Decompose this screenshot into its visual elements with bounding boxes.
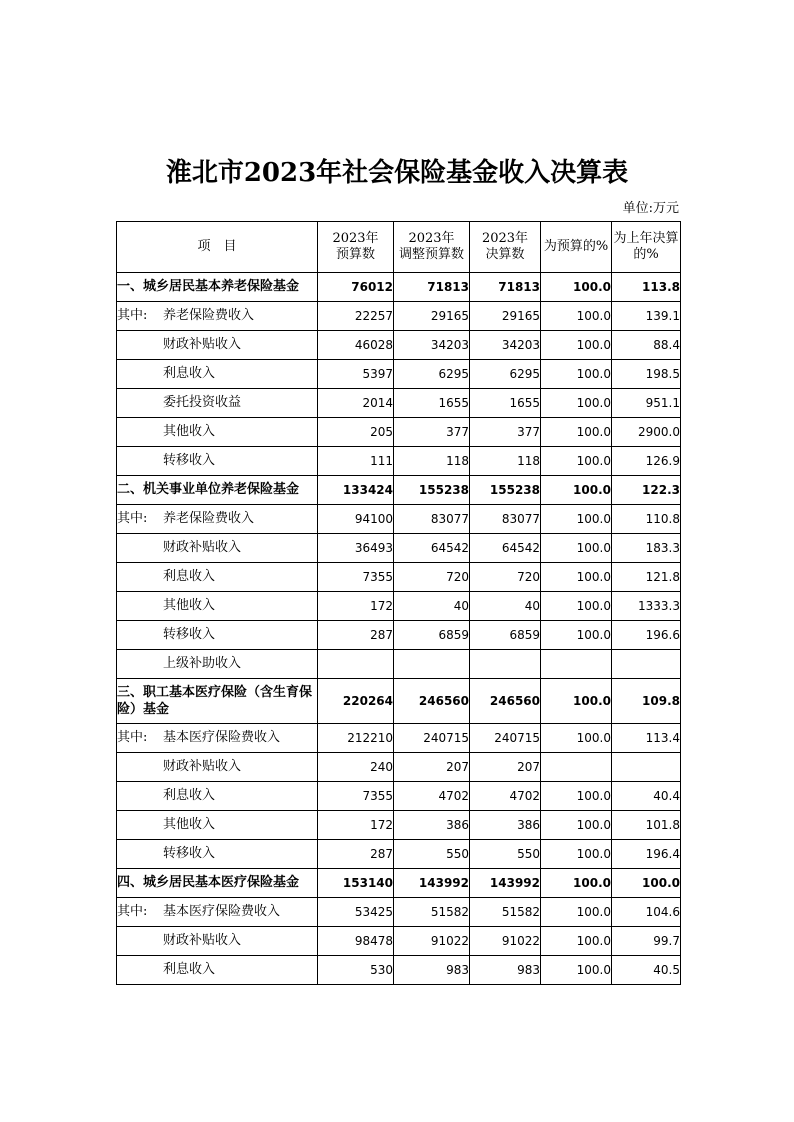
budget-cell: 287 [318,621,394,650]
budget-cell: 76012 [318,273,394,302]
table-row [117,389,681,418]
budget-cell: 172 [318,811,394,840]
adjusted-budget-cell: 207 [394,753,470,782]
table-row [117,840,681,869]
table-row [117,650,681,679]
pct-budget-cell: 100.0 [541,418,612,447]
item-name-cell [117,650,318,679]
pct-last-year-cell: 113.4 [612,724,681,753]
pct-last-year-cell: 198.5 [612,360,681,389]
item-name-cell [117,869,318,898]
table-row [117,360,681,389]
pct-budget-cell: 100.0 [541,811,612,840]
table-row [117,302,681,331]
item-name-cell [117,476,318,505]
table-row [117,956,681,985]
header-line: 为预算的% [543,239,609,254]
final-cell: 1655 [470,389,541,418]
item-name-cell [117,724,318,753]
item-name: 财政补贴收入 [163,933,242,948]
item-name-cell [117,447,318,476]
pct-last-year-cell [612,650,681,679]
table-row [117,592,681,621]
final-cell: 51582 [470,898,541,927]
adjusted-budget-cell: 720 [394,563,470,592]
unit-label: 单位:万元 [622,201,679,216]
item-name: 转移收入 [163,627,216,642]
final-cell: 64542 [470,534,541,563]
table-header-row [117,222,681,273]
item-name-cell [117,753,318,782]
item-name: 利息收入 [163,366,216,381]
adjusted-budget-cell: 1655 [394,389,470,418]
header-line: 决算数 [485,247,525,262]
item-name: 财政补贴收入 [163,759,242,774]
pct-last-year-cell: 104.6 [612,898,681,927]
pct-last-year-cell: 1333.3 [612,592,681,621]
pct-budget-cell: 100.0 [541,782,612,811]
item-name-cell [117,782,318,811]
item-name-cell [117,563,318,592]
item-name: 委托投资收益 [163,395,242,410]
pct-budget-cell: 100.0 [541,505,612,534]
item-name-cell [117,273,318,302]
header-line: 项 目 [197,239,237,254]
table-row [117,753,681,782]
item-name-cell [117,621,318,650]
final-cell: 34203 [470,331,541,360]
item-name-cell [117,927,318,956]
pct-budget-cell: 100.0 [541,898,612,927]
item-name: 基本医疗保险费收入 [163,904,281,919]
pct-last-year-cell: 122.3 [612,476,681,505]
final-cell: 207 [470,753,541,782]
item-name-cell [117,811,318,840]
final-cell: 720 [470,563,541,592]
header-line: 调整预算数 [398,247,464,262]
budget-cell: 240 [318,753,394,782]
header-line: 2023年 [332,231,379,246]
item-name: 财政补贴收入 [163,540,242,555]
item-name: 转移收入 [163,846,216,861]
item-name: 其他收入 [163,598,216,613]
table-row [117,621,681,650]
table-row [117,563,681,592]
header-line: 预算数 [335,247,375,262]
adjusted-budget-cell: 29165 [394,302,470,331]
adjusted-budget-cell: 34203 [394,331,470,360]
item-name: 二、机关事业单位养老保险基金 [117,482,300,497]
pct-last-year-cell: 113.8 [612,273,681,302]
item-name: 利息收入 [163,962,216,977]
pct-budget-cell: 100.0 [541,724,612,753]
item-name: 其他收入 [163,424,216,439]
budget-cell: 36493 [318,534,394,563]
adjusted-budget-cell: 83077 [394,505,470,534]
header-line: 2023年 [408,231,455,246]
table-row [117,447,681,476]
final-cell: 83077 [470,505,541,534]
budget-cell: 46028 [318,331,394,360]
fund-total-row [117,476,681,505]
pct-budget-cell: 100.0 [541,869,612,898]
budget-cell: 2014 [318,389,394,418]
item-prefix: 其中: [117,904,148,919]
table-row [117,898,681,927]
fund-total-row [117,273,681,302]
pct-last-year-cell: 951.1 [612,389,681,418]
fund-income-table [116,221,681,985]
pct-budget-cell [541,650,612,679]
adjusted-budget-cell: 155238 [394,476,470,505]
pct-budget-cell: 100.0 [541,447,612,476]
budget-cell: 7355 [318,782,394,811]
pct-budget-cell: 100.0 [541,389,612,418]
item-name: 利息收入 [163,569,216,584]
adjusted-budget-cell: 377 [394,418,470,447]
pct-last-year-cell: 88.4 [612,331,681,360]
final-cell: 246560 [470,679,541,724]
item-name-cell [117,302,318,331]
adjusted-budget-cell: 983 [394,956,470,985]
final-cell: 386 [470,811,541,840]
item-prefix: 其中: [117,308,148,323]
page-title: 淮北市2023年社会保险基金收入决算表 [165,158,629,188]
item-name-cell [117,956,318,985]
table-row [117,505,681,534]
budget-cell: 53425 [318,898,394,927]
adjusted-budget-cell: 386 [394,811,470,840]
header-line: 2023年 [481,231,529,246]
adjusted-budget-cell [394,650,470,679]
table-body [117,273,681,985]
final-cell: 71813 [470,273,541,302]
item-name: 转移收入 [163,453,216,468]
pct-budget-cell: 100.0 [541,360,612,389]
budget-cell: 111 [318,447,394,476]
item-name: 养老保险费收入 [163,308,255,323]
budget-cell: 287 [318,840,394,869]
item-name-cell [117,592,318,621]
pct-last-year-cell: 101.8 [612,811,681,840]
table-row [117,331,681,360]
table-row [117,724,681,753]
item-name-cell [117,389,318,418]
pct-last-year-cell: 196.6 [612,621,681,650]
pct-budget-cell: 100.0 [541,679,612,724]
item-name: 财政补贴收入 [163,337,242,352]
final-cell: 550 [470,840,541,869]
pct-budget-cell: 100.0 [541,927,612,956]
item-name: 三、职工基本医疗保险（含生育保险）基金 [117,685,313,717]
adjusted-budget-cell: 6859 [394,621,470,650]
item-name: 基本医疗保险费收入 [163,730,281,745]
pct-last-year-cell: 183.3 [612,534,681,563]
header-pct-last-year [612,222,681,273]
pct-last-year-cell: 196.4 [612,840,681,869]
final-cell: 983 [470,956,541,985]
pct-budget-cell [541,753,612,782]
pct-budget-cell: 100.0 [541,840,612,869]
item-name-cell [117,679,318,724]
fund-total-row [117,869,681,898]
final-cell: 91022 [470,927,541,956]
pct-last-year-cell: 40.4 [612,782,681,811]
header-line: 的% [633,247,659,262]
adjusted-budget-cell: 6295 [394,360,470,389]
final-cell: 40 [470,592,541,621]
final-cell: 4702 [470,782,541,811]
pct-last-year-cell: 126.9 [612,447,681,476]
final-cell: 155238 [470,476,541,505]
budget-cell: 153140 [318,869,394,898]
fund-total-row [117,679,681,724]
item-prefix: 其中: [117,730,148,745]
budget-cell: 205 [318,418,394,447]
budget-cell: 98478 [318,927,394,956]
adjusted-budget-cell: 550 [394,840,470,869]
item-name-cell [117,840,318,869]
item-name-cell [117,505,318,534]
adjusted-budget-cell: 118 [394,447,470,476]
pct-budget-cell: 100.0 [541,331,612,360]
item-name-cell [117,331,318,360]
pct-budget-cell: 100.0 [541,592,612,621]
table-row [117,534,681,563]
pct-budget-cell: 100.0 [541,273,612,302]
item-name-cell [117,360,318,389]
item-name: 养老保险费收入 [163,511,255,526]
final-cell: 118 [470,447,541,476]
budget-cell: 5397 [318,360,394,389]
item-name: 一、城乡居民基本养老保险基金 [117,279,300,294]
final-cell [470,650,541,679]
pct-last-year-cell: 121.8 [612,563,681,592]
budget-cell: 220264 [318,679,394,724]
adjusted-budget-cell: 143992 [394,869,470,898]
budget-cell: 7355 [318,563,394,592]
item-name-cell [117,418,318,447]
pct-budget-cell: 100.0 [541,563,612,592]
pct-budget-cell: 100.0 [541,476,612,505]
item-name-cell [117,898,318,927]
item-name-cell [117,534,318,563]
header-item [117,222,318,273]
table-row [117,927,681,956]
pct-budget-cell: 100.0 [541,621,612,650]
table-row [117,782,681,811]
budget-cell: 133424 [318,476,394,505]
header-adjusted-budget [394,222,470,273]
pct-budget-cell: 100.0 [541,534,612,563]
budget-cell [318,650,394,679]
pct-last-year-cell: 100.0 [612,869,681,898]
final-cell: 240715 [470,724,541,753]
adjusted-budget-cell: 71813 [394,273,470,302]
pct-last-year-cell: 40.5 [612,956,681,985]
table-row [117,418,681,447]
budget-cell: 212210 [318,724,394,753]
table-row [117,811,681,840]
adjusted-budget-cell: 51582 [394,898,470,927]
item-name: 利息收入 [163,788,216,803]
adjusted-budget-cell: 246560 [394,679,470,724]
final-cell: 29165 [470,302,541,331]
pct-last-year-cell: 139.1 [612,302,681,331]
pct-last-year-cell: 2900.0 [612,418,681,447]
item-prefix: 其中: [117,511,148,526]
pct-last-year-cell: 109.8 [612,679,681,724]
final-cell: 6859 [470,621,541,650]
pct-last-year-cell: 110.8 [612,505,681,534]
pct-last-year-cell [612,753,681,782]
budget-cell: 172 [318,592,394,621]
adjusted-budget-cell: 4702 [394,782,470,811]
item-name: 四、城乡居民基本医疗保险基金 [117,875,300,890]
item-name: 其他收入 [163,817,216,832]
final-cell: 377 [470,418,541,447]
pct-budget-cell: 100.0 [541,302,612,331]
header-pct-budget [541,222,612,273]
item-name: 上级补助收入 [163,656,242,671]
final-cell: 6295 [470,360,541,389]
adjusted-budget-cell: 40 [394,592,470,621]
pct-last-year-cell: 99.7 [612,927,681,956]
budget-cell: 530 [318,956,394,985]
adjusted-budget-cell: 240715 [394,724,470,753]
header-final [470,222,541,273]
header-budget [318,222,394,273]
pct-budget-cell: 100.0 [541,956,612,985]
final-cell: 143992 [470,869,541,898]
adjusted-budget-cell: 91022 [394,927,470,956]
budget-cell: 94100 [318,505,394,534]
budget-cell: 22257 [318,302,394,331]
adjusted-budget-cell: 64542 [394,534,470,563]
header-line: 为上年决算 [613,231,679,246]
